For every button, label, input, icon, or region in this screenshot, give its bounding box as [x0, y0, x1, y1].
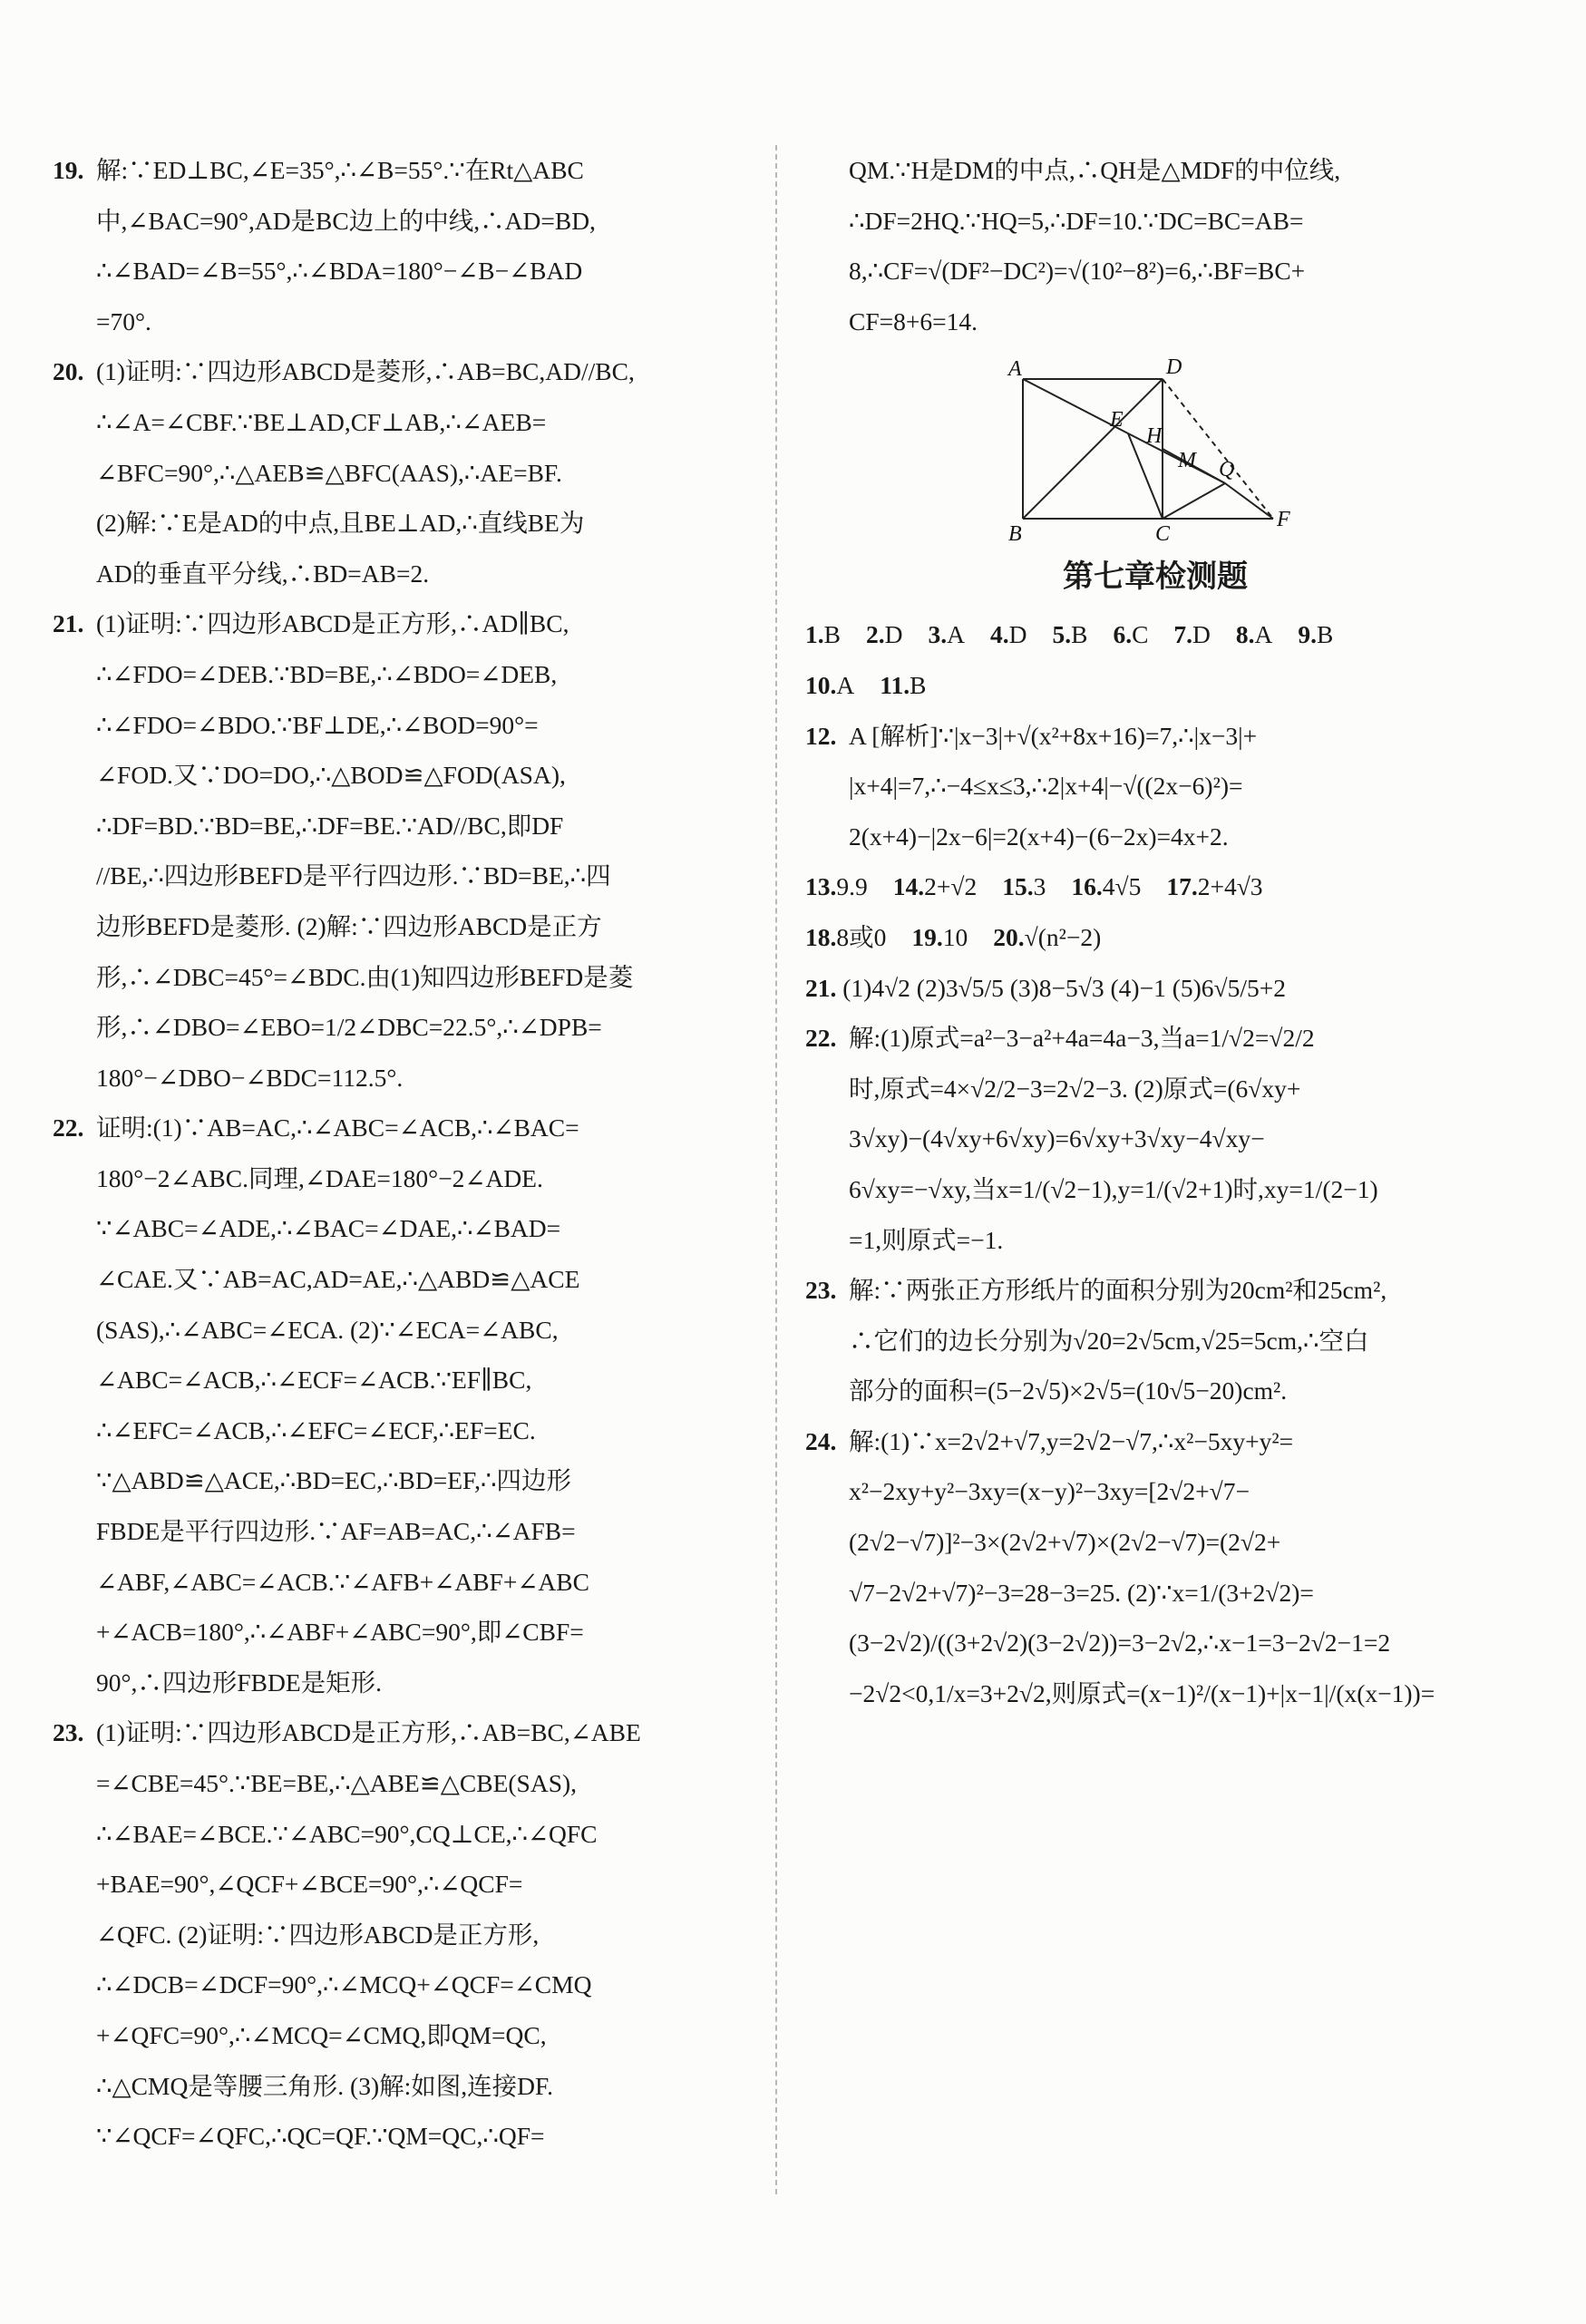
answer-item: 2.D	[865, 620, 903, 649]
chapter-title: 第七章检测题	[1063, 559, 1248, 596]
question-number: 22.	[805, 1024, 837, 1053]
left-column	[53, 145, 753, 2162]
solution-line: x²−2xy+y²−3xy=(x−y)²−3xy=[2√2+√7−	[849, 1477, 1250, 1506]
answer-item: 15.3	[1002, 872, 1046, 901]
answer-number: 16.	[1071, 872, 1103, 901]
solution-line: ∴∠EFC=∠ACB,∴∠EFC=∠ECF,∴EF=EC.	[96, 1415, 536, 1444]
solution-line: =70°.	[96, 306, 151, 335]
solution-line: √7−2√2+√7)²−3=28−3=25. (2)∵x=1/(3+2√2)=	[849, 1578, 1314, 1607]
question-number: 22.	[53, 1113, 84, 1143]
q21-text: (1)4√2 (2)3√5/5 (3)8−5√3 (4)−1 (5)6√5/5+2	[842, 973, 1287, 1002]
label-d: D	[1166, 355, 1182, 380]
answer-number: 4.	[989, 620, 1009, 649]
question-number: 23.	[53, 1718, 84, 1747]
solution-line: 形,∴∠DBO=∠EBO=1/2∠DBC=22.5°,∴∠DPB=	[96, 1013, 602, 1042]
solution-line: FBDE是平行四边形.∵AF=AB=AC,∴∠AFB=	[96, 1517, 576, 1546]
solution-line: ∴∠BAE=∠BCE.∵∠ABC=90°,CQ⊥CE,∴∠QFC	[96, 1819, 598, 1848]
solution-line: ∠FOD.又∵DO=DO,∴△BOD≌△FOD(ASA),	[96, 761, 566, 790]
solution-line: ∵△ABD≌△ACE,∴BD=EC,∴BD=EF,∴四边形	[96, 1466, 571, 1495]
answer-item: 13.9.9	[805, 872, 868, 901]
solution-line: 3√xy)−(4√xy+6√xy)=6√xy+3√xy−4√xy−	[849, 1124, 1265, 1153]
solution-line: 22. 解:(1)原式=a²−3−a²+4a=4a−3,当a=1/√2=√2/2	[849, 1013, 1505, 1064]
label-c: C	[1155, 522, 1171, 545]
answer-number: 7.	[1173, 620, 1193, 649]
answer-number: 17.	[1166, 872, 1198, 901]
answer-item: 4.D	[989, 620, 1027, 649]
left-question-3	[53, 1103, 753, 1707]
answer-item: 10.A	[805, 670, 855, 699]
right-column	[805, 145, 1505, 1718]
solution-line: 180°−2∠ABC.同理,∠DAE=180°−2∠ADE.	[96, 1163, 543, 1192]
fill-answers-row2	[805, 912, 1505, 963]
answer-item: 16.4√5	[1071, 872, 1142, 901]
solution-line: ∴DF=2HQ.∵HQ=5,∴DF=10.∵DC=BC=AB=	[849, 206, 1304, 235]
solution-line: +BAE=90°,∠QCF+∠BCE=90°,∴∠QCF=	[96, 1870, 523, 1899]
answer-number: 8.	[1235, 620, 1255, 649]
solution-line: ∴△CMQ是等腰三角形. (3)解:如图,连接DF.	[96, 2071, 553, 2100]
solution-line: 中,∠BAC=90°,AD是BC边上的中线,∴AD=BD,	[96, 206, 596, 235]
solution-line: 180°−∠DBO−∠BDC=112.5°.	[96, 1063, 404, 1092]
solution-line: (2)解:∵E是AD的中点,且BE⊥AD,∴直线BE为	[96, 509, 585, 538]
column-divider	[775, 145, 777, 2194]
solution-line: AD的垂直平分线,∴BD=AB=2.	[96, 559, 430, 588]
right-question-2	[805, 1416, 1505, 1719]
geometry-figure	[992, 354, 1318, 544]
question-number: 23.	[805, 1276, 837, 1305]
left-question-4	[53, 1707, 753, 2161]
q21-answer	[805, 963, 1505, 1014]
solution-line: ∵∠QCF=∠QFC,∴QC=QF.∵QM=QC,∴QF=	[96, 2122, 545, 2151]
mc-answers-row2	[805, 660, 1505, 711]
answer-number: 1.	[805, 620, 824, 649]
label-h: H	[1146, 424, 1163, 449]
solution-line: −2√2<0,1/x=3+2√2,则原式=(x−1)²/(x−1)+|x−1|/(x(x−1))=	[849, 1678, 1435, 1707]
answer-number: 18.	[805, 922, 837, 951]
solution-line: (3−2√2)/((3+2√2)(3−2√2))=3−2√2,∴x−1=3−2√2−1=2	[849, 1629, 1391, 1658]
answer-number: 19.	[911, 922, 943, 951]
label-q: Q	[1219, 458, 1235, 482]
solution-line: ∠BFC=90°,∴△AEB≌△BFC(AAS),∴AE=BF.	[96, 458, 562, 487]
solution-line: 时,原式=4×√2/2−3=2√2−3. (2)原式=(6√xy+	[849, 1074, 1301, 1103]
answer-item: 9.B	[1298, 620, 1334, 649]
answer-item: 1.B	[805, 620, 841, 649]
solution-line: =1,则原式=−1.	[849, 1225, 1004, 1254]
solution-line: 23. 解:∵两张正方形纸片的面积分别为20cm²和25cm²,	[849, 1265, 1505, 1316]
solution-line: ∴∠FDO=∠BDO.∵BF⊥DE,∴∠BOD=90°=	[96, 710, 539, 739]
answer-number: 2.	[865, 620, 885, 649]
solution-line: (SAS),∴∠ABC=∠ECA. (2)∵∠ECA=∠ABC,	[96, 1315, 559, 1344]
answer-item: 14.2+√2	[892, 872, 978, 901]
mc-answers-row1	[805, 609, 1505, 660]
answer-number: 3.	[928, 620, 948, 649]
answer-item: 17.2+4√3	[1166, 872, 1263, 901]
solution-line: ∴它们的边长分别为√20=2√5cm,√25=5cm,∴空白	[849, 1326, 1369, 1355]
solution-line: 90°,∴四边形FBDE是矩形.	[96, 1668, 383, 1697]
question-number: 12.	[805, 721, 837, 750]
solution-line: (2√2−√7)]²−3×(2√2+√7)×(2√2−√7)=(2√2+	[849, 1528, 1281, 1557]
solution-line: |x+4|=7,∴−4≤x≤3,∴2|x+4|−√((2x−6)²)=	[849, 772, 1243, 801]
label-e: E	[1110, 408, 1124, 433]
label-f: F	[1277, 508, 1290, 532]
solution-line: ∠ABC=∠ACB,∴∠ECF=∠ACB.∵EF∥BC,	[96, 1366, 532, 1395]
question-number: 19.	[53, 156, 84, 184]
q12-question-0	[805, 711, 1505, 862]
answer-number: 13.	[805, 872, 837, 901]
answer-number: 6.	[1113, 620, 1133, 649]
left-question-2	[53, 598, 753, 1103]
answer-number: 11.	[880, 670, 910, 699]
answer-item: 19.10	[911, 922, 968, 951]
solution-line: 19. 解:∵ED⊥BC,∠E=35°,∴∠B=55°.∵在Rt△ABC	[96, 145, 753, 196]
solution-line: =∠CBE=45°.∵BE=BE,∴△ABE≌△CBE(SAS),	[96, 1769, 578, 1797]
answer-item: 11.B	[880, 670, 927, 699]
answer-number: 9.	[1298, 620, 1318, 649]
solution-line: ∴DF=BD.∵BD=BE,∴DF=BE.∵AD//BC,即DF	[96, 811, 564, 840]
answer-number: 15.	[1002, 872, 1034, 901]
answer-item: 7.D	[1173, 620, 1211, 649]
solution-line: 6√xy=−√xy,当x=1/(√2−1),y=1/(√2+1)时,xy=1/(2−1)	[849, 1174, 1378, 1203]
answer-item: 6.C	[1113, 620, 1149, 649]
q12-answer	[805, 711, 1505, 862]
solution-line: 22. 证明:(1)∵AB=AC,∴∠ABC=∠ACB,∴∠BAC=	[96, 1103, 753, 1153]
q21-number: 21.	[805, 973, 837, 1002]
left-question-1	[53, 346, 753, 598]
segment-bd	[1023, 379, 1163, 519]
solution-line: QM.∵H是DM的中点,∴QH是△MDF的中位线,	[849, 156, 1341, 184]
label-a: A	[1008, 357, 1022, 382]
solution-line: ∴∠BAD=∠B=55°,∴∠BDA=180°−∠B−∠BAD	[96, 257, 583, 286]
q23-continuation	[805, 145, 1505, 346]
answer-item: 5.B	[1052, 620, 1088, 649]
solution-line: ∴∠DCB=∠DCF=90°,∴∠MCQ+∠QCF=∠CMQ	[96, 1970, 592, 1999]
question-number: 20.	[53, 357, 84, 386]
answer-number: 5.	[1052, 620, 1072, 649]
answer-number: 10.	[805, 670, 837, 699]
solution-line: ∵∠ABC=∠ADE,∴∠BAC=∠DAE,∴∠BAD=	[96, 1214, 561, 1243]
solution-line: 边形BEFD是菱形. (2)解:∵四边形ABCD是正方	[96, 911, 602, 940]
right-question-1	[805, 1265, 1505, 1416]
solution-line: 21. (1)证明:∵四边形ABCD是正方形,∴AD∥BC,	[96, 598, 753, 649]
solution-line: ∠ABF,∠ABC=∠ACB.∵∠AFB+∠ABF+∠ABC	[96, 1567, 589, 1596]
solution-line: 2(x+4)−|2x−6|=2(x+4)−(6−2x)=4x+2.	[849, 822, 1229, 851]
solution-line: ∴∠A=∠CBF.∵BE⊥AD,CF⊥AB,∴∠AEB=	[96, 407, 547, 436]
solution-line: 8,∴CF=√(DF²−DC²)=√(10²−8²)=6,∴BF=BC+	[849, 257, 1306, 286]
answer-number: 14.	[892, 872, 925, 901]
solution-line: +∠ACB=180°,∴∠ABF+∠ABC=90°,即∠CBF=	[96, 1618, 584, 1647]
solution-line: 23. (1)证明:∵四边形ABCD是正方形,∴AB=BC,∠ABE	[96, 1707, 753, 1758]
solution-line: 20. (1)证明:∵四边形ABCD是菱形,∴AB=BC,AD//BC,	[96, 346, 753, 397]
segment-cq	[1163, 483, 1225, 519]
left-question-0	[53, 145, 753, 346]
label-m: M	[1178, 449, 1196, 473]
solution-line: ∴∠FDO=∠DEB.∵BD=BE,∴∠BDO=∠DEB,	[96, 659, 558, 688]
answer-item: 18.8或0	[805, 922, 887, 951]
solution-line: //BE,∴四边形BEFD是平行四边形.∵BD=BE,∴四	[96, 861, 611, 890]
solution-line: 12. A [解析]∵|x−3|+√(x²+8x+16)=7,∴|x−3|+	[849, 711, 1505, 762]
answer-number: 20.	[993, 922, 1025, 951]
solution-line: +∠QFC=90°,∴∠MCQ=∠CMQ,即QM=QC,	[96, 2020, 547, 2049]
fill-answers-row1	[805, 861, 1505, 912]
right-question-0	[805, 1013, 1505, 1265]
answer-item: 8.A	[1235, 620, 1273, 649]
label-b: B	[1008, 522, 1022, 545]
solution-line: 形,∴∠DBC=45°=∠BDC.由(1)知四边形BEFD是菱	[96, 962, 634, 991]
question-number: 21.	[53, 609, 84, 638]
solution-line: 部分的面积=(5−2√5)×2√5=(10√5−20)cm².	[849, 1376, 1288, 1405]
answer-item: 20.√(n²−2)	[993, 922, 1102, 951]
solution-line: CF=8+6=14.	[849, 306, 978, 335]
answer-item: 3.A	[928, 620, 965, 649]
solution-line: ∠CAE.又∵AB=AC,AD=AE,∴△ABD≌△ACE	[96, 1265, 580, 1294]
solution-line: ∠QFC. (2)证明:∵四边形ABCD是正方形,	[96, 1920, 540, 1949]
question-number: 24.	[805, 1426, 837, 1455]
solution-line: 24. 解:(1)∵x=2√2+√7,y=2√2−√7,∴x²−5xy+y²=	[849, 1416, 1505, 1467]
right-solutions	[805, 1013, 1505, 1718]
